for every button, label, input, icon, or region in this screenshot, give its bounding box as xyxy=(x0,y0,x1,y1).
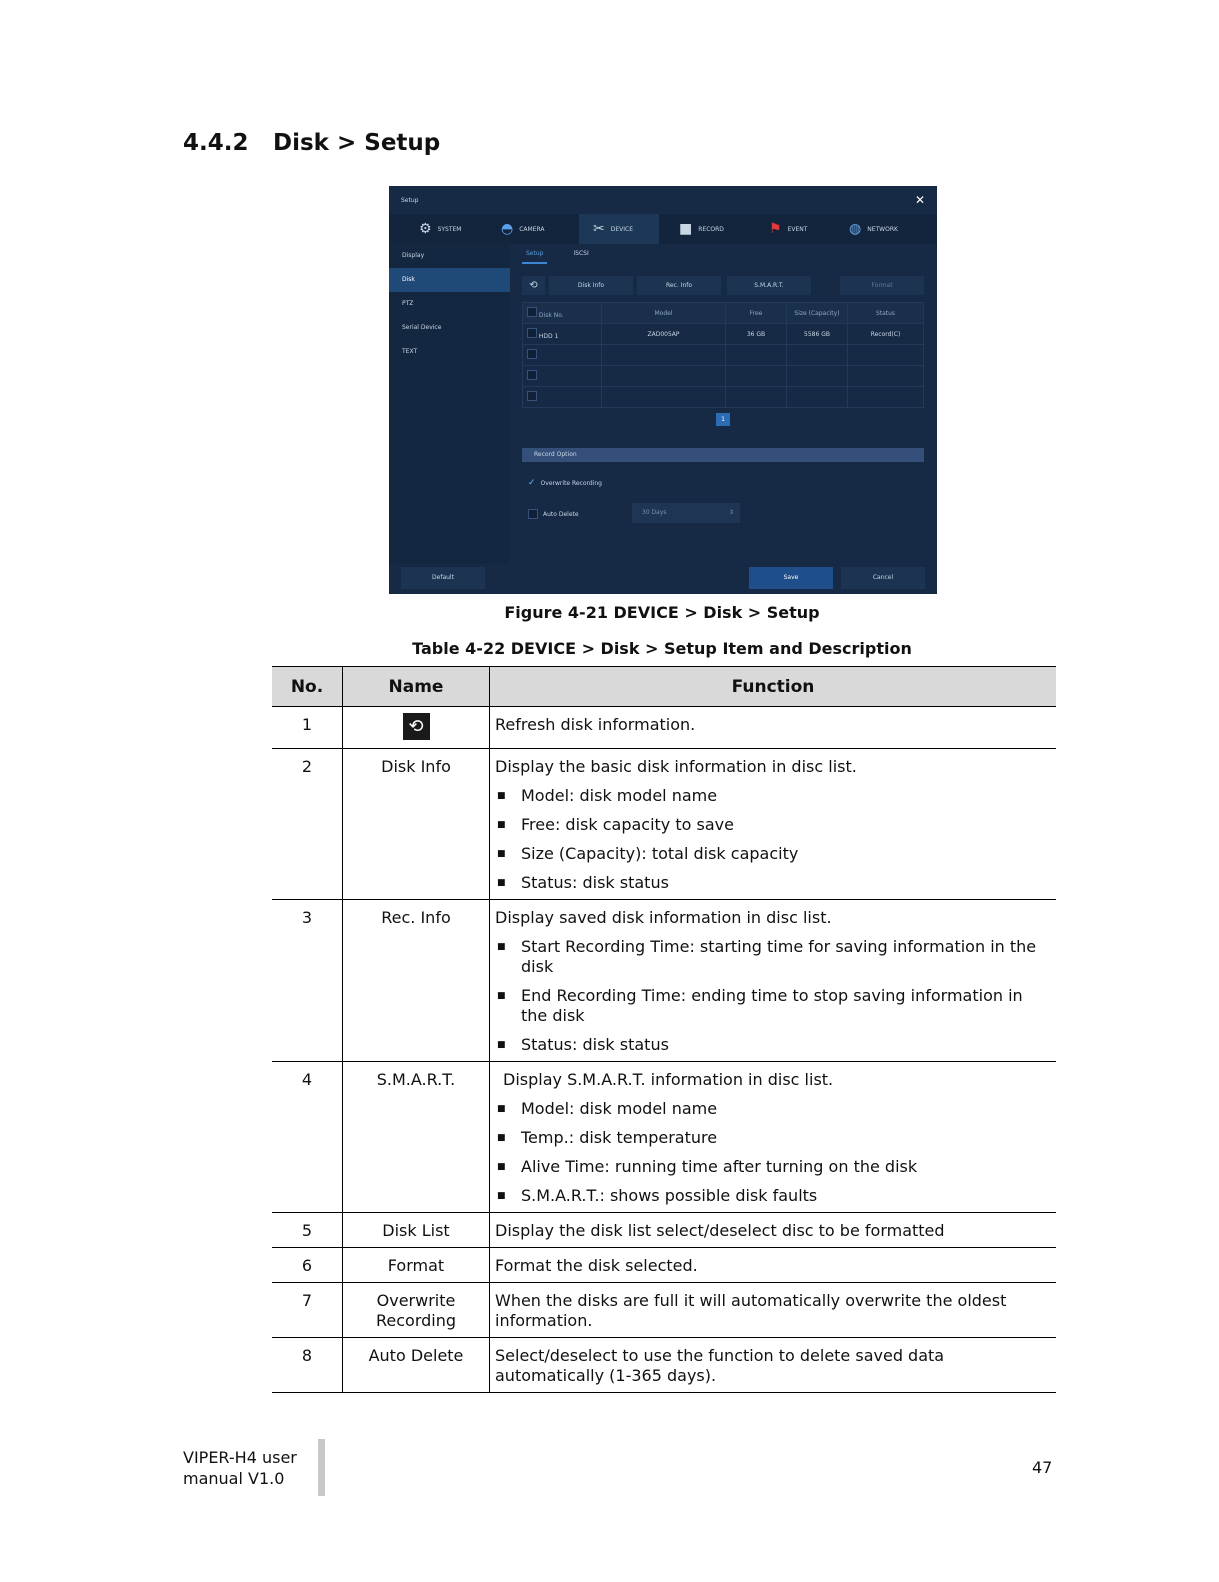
column-header-name: Name xyxy=(343,667,490,707)
row-number: 4 xyxy=(272,1062,343,1213)
list-item: ■ Model: disk model name xyxy=(495,786,1051,806)
subtab-setup[interactable]: Setup xyxy=(522,250,547,264)
format-button[interactable]: Format xyxy=(840,276,924,295)
tab-event[interactable]: ⚑ EVENT xyxy=(769,221,808,237)
checkmark-icon[interactable]: ✓ xyxy=(528,478,536,488)
device-setup-screenshot xyxy=(389,186,937,594)
row-name: Format xyxy=(343,1248,490,1283)
smart-button[interactable]: S.M.A.R.T. xyxy=(727,276,811,295)
list-item: ■ Model: disk model name xyxy=(495,1099,1051,1119)
list-item: ■ Alive Time: running time after turning on the disk xyxy=(495,1157,1051,1177)
section-title: Disk > Setup xyxy=(273,130,441,156)
tab-device[interactable]: ✂ DEVICE xyxy=(579,214,659,244)
auto-delete-label: Auto Delete xyxy=(543,510,579,518)
list-item: ■ S.M.A.R.T.: shows possible disk faults xyxy=(495,1186,1051,1206)
disk-info-button[interactable]: Disk Info xyxy=(549,276,633,295)
list-item: ■ Free: disk capacity to save xyxy=(495,815,1051,835)
auto-delete-days-value: 30 Days xyxy=(642,509,667,516)
footer-line-1: VIPER-H4 user xyxy=(183,1448,297,1467)
row-function xyxy=(490,749,1057,900)
footer-divider xyxy=(318,1439,325,1496)
bullet-list xyxy=(495,937,1051,1055)
tab-camera[interactable]: ◓ CAMERA xyxy=(501,221,545,237)
list-item: ■ Start Recording Time: starting time for saving information in the disk xyxy=(495,937,1051,977)
tab-system[interactable]: ⚙ SYSTEM xyxy=(419,221,462,237)
row-number: 7 xyxy=(272,1283,343,1338)
table-row xyxy=(272,1248,1056,1283)
table-row[interactable] xyxy=(523,324,924,345)
refresh-icon: ⟲ xyxy=(529,280,538,291)
row-function: Refresh disk information. xyxy=(490,707,1057,749)
row-number: 3 xyxy=(272,900,343,1062)
page-number-button[interactable]: 1 xyxy=(716,413,730,426)
row-number: 5 xyxy=(272,1213,343,1248)
refresh-icon: ⟲ xyxy=(403,713,430,740)
column-header-no: No. xyxy=(272,667,343,707)
refresh-button[interactable] xyxy=(522,276,545,295)
sidebar-item-text[interactable]: TEXT xyxy=(402,348,418,355)
figure-caption: Figure 4-21 DEVICE > Disk > Setup xyxy=(504,603,820,622)
window-titlebar xyxy=(389,186,937,214)
row-function: Select/deselect to use the function to delete saved data automatically (1-365 days). xyxy=(490,1338,1057,1393)
row-name: Auto Delete xyxy=(343,1338,490,1393)
camera-icon: ◓ xyxy=(501,221,514,237)
table-row xyxy=(272,1283,1056,1338)
row-name: Disk List xyxy=(343,1213,490,1248)
subtab-iscsi[interactable]: iSCSI xyxy=(573,250,589,257)
disk-list xyxy=(522,302,924,408)
sidebar-item-display[interactable]: Display xyxy=(402,252,425,259)
table-row xyxy=(272,1213,1056,1248)
row-function xyxy=(490,900,1057,1062)
bullet-list xyxy=(495,786,1051,893)
table-row[interactable] xyxy=(523,366,924,387)
row-name: S.M.A.R.T. xyxy=(343,1062,490,1213)
table-row xyxy=(272,749,1056,900)
disk-list-header xyxy=(523,303,924,324)
record-option-bar: Record Option xyxy=(522,448,924,462)
row-checkbox[interactable] xyxy=(527,328,537,338)
row-name: Overwrite Recording xyxy=(343,1283,490,1338)
cancel-button[interactable]: Cancel xyxy=(841,567,925,589)
table-row xyxy=(272,1062,1056,1213)
free-cell: 36 GB xyxy=(726,324,787,345)
description-table xyxy=(272,666,1056,1393)
column-header-size: Size (Capacity) xyxy=(787,303,848,324)
row-name xyxy=(343,707,490,749)
row-name: Rec. Info xyxy=(343,900,490,1062)
page-number: 47 xyxy=(1032,1458,1053,1477)
sidebar-item-serial-device[interactable]: Serial Device xyxy=(402,324,442,331)
list-item: ■ Size (Capacity): total disk capacity xyxy=(495,844,1051,864)
row-number: 2 xyxy=(272,749,343,900)
section-number: 4.4.2 xyxy=(183,130,249,156)
row-function: When the disks are full it will automatically overwrite the oldest information. xyxy=(490,1283,1057,1338)
row-function: Display the disk list select/deselect disc to be formatted xyxy=(490,1213,1057,1248)
size-cell: 5586 GB xyxy=(787,324,848,345)
list-item: ■ End Recording Time: ending time to stop saving information in the disk xyxy=(495,986,1051,1026)
table-row xyxy=(272,900,1056,1062)
tab-network[interactable]: ◍ NETWORK xyxy=(849,221,898,237)
disk-no-cell: HDD 1 xyxy=(538,333,559,340)
row-checkbox[interactable] xyxy=(527,391,537,401)
gear-icon: ⚙ xyxy=(419,221,432,237)
footer-document-title xyxy=(183,1447,297,1489)
table-caption: Table 4-22 DEVICE > Disk > Setup Item and Description xyxy=(412,639,912,658)
column-header-model: Model xyxy=(602,303,726,324)
save-button[interactable]: Save xyxy=(749,567,833,589)
globe-icon: ◍ xyxy=(849,221,862,237)
bullet-list xyxy=(495,1099,1051,1206)
row-number: 8 xyxy=(272,1338,343,1393)
video-camera-icon: ■ xyxy=(679,221,693,237)
list-item: ■ Status: disk status xyxy=(495,873,1051,893)
row-number: 1 xyxy=(272,707,343,749)
default-button[interactable]: Default xyxy=(401,567,485,589)
column-header-disk-no: Disk No. xyxy=(538,312,564,319)
close-icon[interactable]: ✕ xyxy=(914,193,925,207)
select-all-checkbox[interactable] xyxy=(527,307,537,317)
status-cell: Record(C) xyxy=(848,324,924,345)
column-header-function: Function xyxy=(490,667,1057,707)
spinner-arrows-icon: ⇕ xyxy=(728,509,734,516)
main-tabs xyxy=(389,214,937,244)
rec-info-button[interactable]: Rec. Info xyxy=(637,276,721,295)
flag-icon: ⚑ xyxy=(769,221,782,237)
column-header-free: Free xyxy=(726,303,787,324)
table-row[interactable] xyxy=(523,345,924,366)
sidebar-item-disk[interactable]: Disk xyxy=(389,268,510,292)
function-text: Display saved disk information in disc list. xyxy=(495,908,832,927)
sidebar-item-ptz[interactable]: PTZ xyxy=(402,300,414,307)
footer-line-2: manual V1.0 xyxy=(183,1469,285,1488)
row-name: Disk Info xyxy=(343,749,490,900)
row-checkbox[interactable] xyxy=(527,349,537,359)
auto-delete-days-select[interactable] xyxy=(632,503,740,523)
tab-record[interactable]: ■ RECORD xyxy=(679,221,724,237)
model-cell: ZAD005AP xyxy=(602,324,726,345)
overwrite-recording-label: Overwrite Recording xyxy=(540,479,602,487)
table-header-row xyxy=(272,667,1056,707)
overwrite-recording-option[interactable] xyxy=(528,478,602,488)
section-heading xyxy=(183,130,440,156)
list-item: ■ Status: disk status xyxy=(495,1035,1051,1055)
row-checkbox[interactable] xyxy=(527,370,537,380)
function-text: Display the basic disk information in disc list. xyxy=(495,757,857,776)
function-text: Display S.M.A.R.T. information in disc list. xyxy=(503,1070,834,1089)
list-item: ■ Temp.: disk temperature xyxy=(495,1128,1051,1148)
sub-tabs xyxy=(522,250,593,264)
auto-delete-checkbox[interactable] xyxy=(528,509,538,519)
window-title: Setup xyxy=(401,197,419,204)
sidebar xyxy=(389,244,510,564)
row-number: 6 xyxy=(272,1248,343,1283)
table-row[interactable] xyxy=(523,387,924,408)
row-function: Format the disk selected. xyxy=(490,1248,1057,1283)
tools-icon: ✂ xyxy=(593,221,605,237)
auto-delete-option[interactable] xyxy=(528,509,579,519)
column-header-status: Status xyxy=(848,303,924,324)
row-function xyxy=(490,1062,1057,1213)
table-row xyxy=(272,1338,1056,1393)
table-row xyxy=(272,707,1056,749)
